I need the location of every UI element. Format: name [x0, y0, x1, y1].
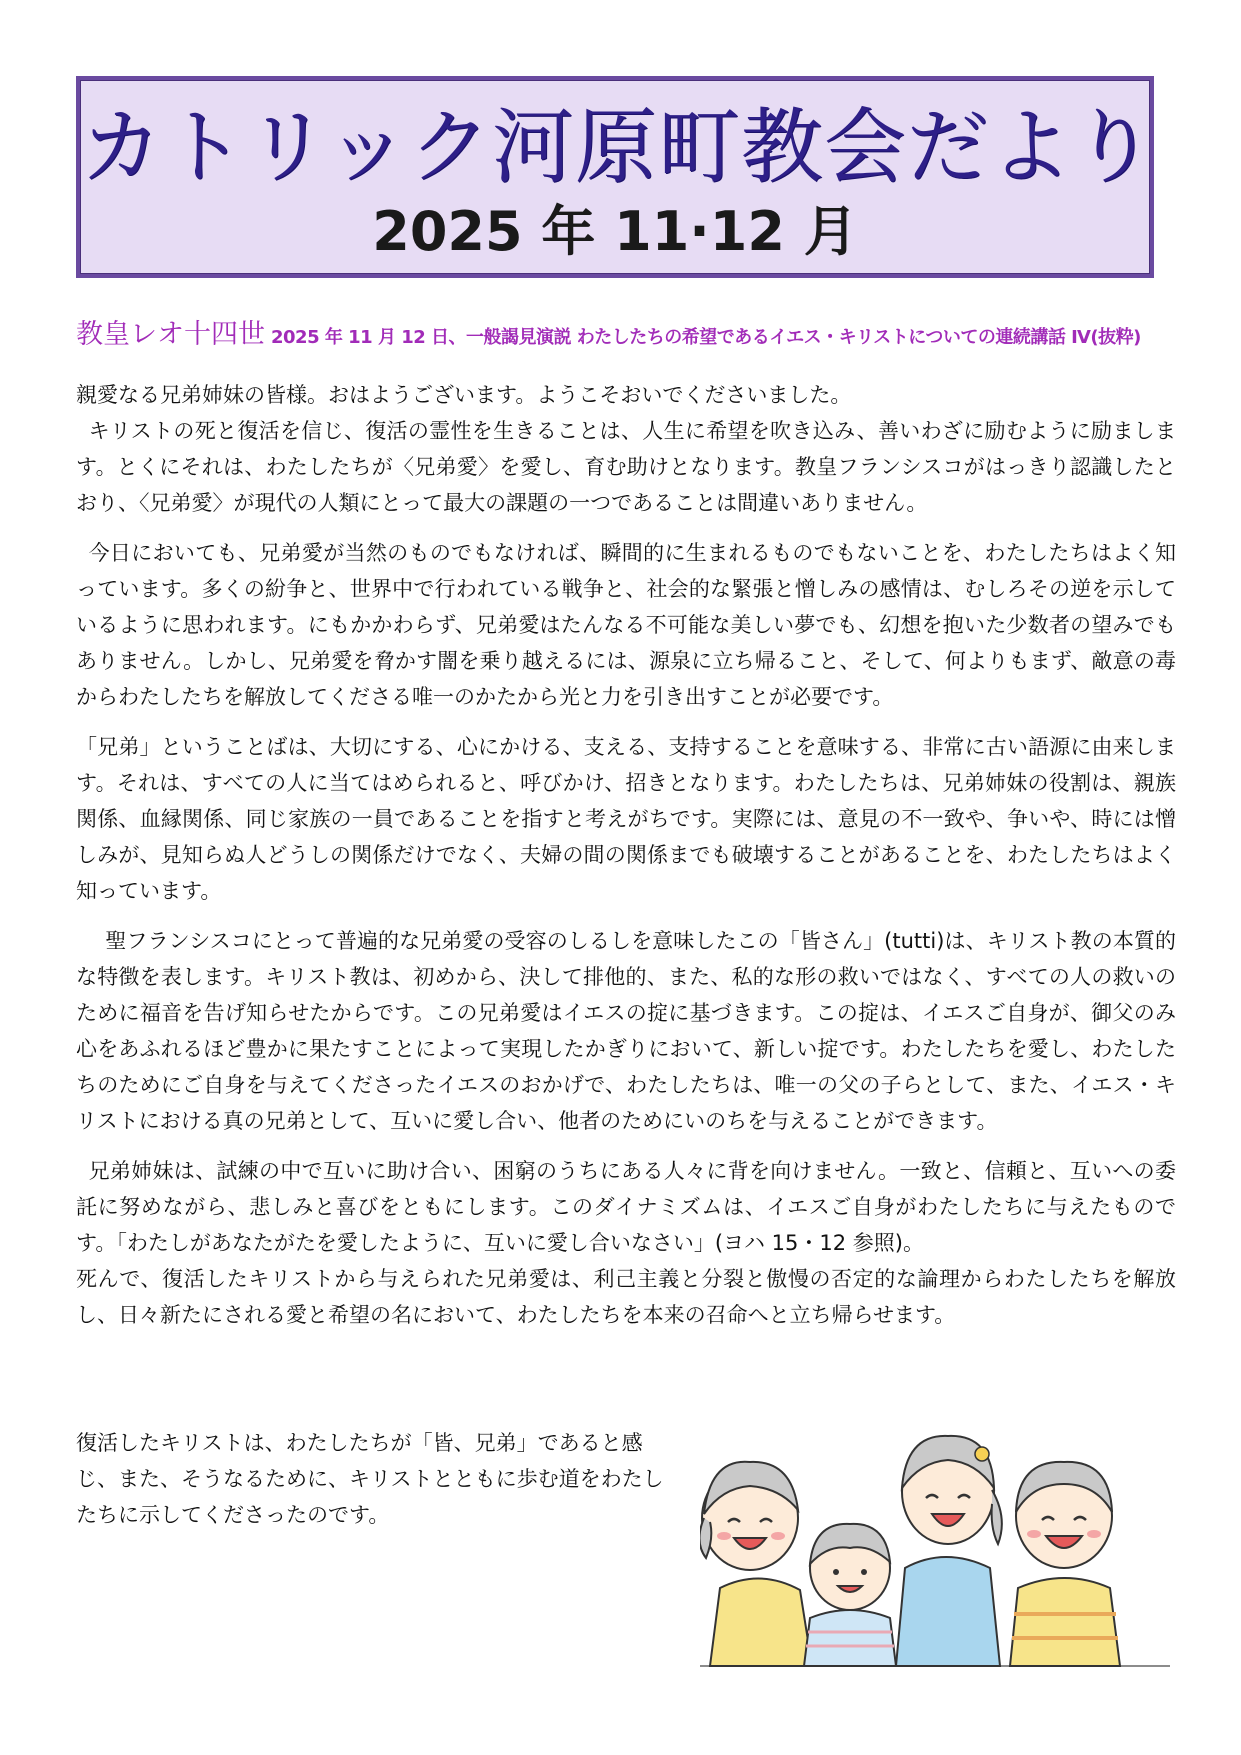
child-2-figure	[804, 1524, 896, 1666]
masthead-banner	[76, 76, 1154, 278]
paragraph-1: キリストの死と復活を信じ、復活の霊性を生きることは、人生に希望を吹き込み、善いわざに励むように励まします。とくにそれは、わたしたちが〈兄弟愛〉を愛し、育む助けとなります。教皇フランシスコがはっきり認識したとおり、〈兄弟愛〉が現代の人類にとって最大の課題の一つであることは間違いありません。	[76, 419, 1176, 515]
paragraph-greeting: 親愛なる兄弟姉妹の皆様。おはようございます。ようこそおいでくださいました。	[76, 383, 852, 407]
paragraph-4: 聖フランシスコにとって普遍的な兄弟愛の受容のしるしを意味したこの「皆さん」(tutti)は、キリスト教の本質的な特徴を表します。キリスト教は、初めから、決して排他的、また、私的な形の救いではなく、すべての人の救いのために福音を告げ知らせたからです。この兄弟愛はイエスの掟に基づきます。この掟は、イエスご自身が、御父のみ心をあふれるほど豊かに果たすことによって実現したかぎりにおいて、新しい掟です。わたしたちを愛し、わたしたちのためにご自身を与えてくださったイエスのおかげで、わたしたちは、唯一の父の子らとして、また、イエス・キリストにおける真の兄弟として、互いに愛し合い、他者のためにいのちを与えることができます。	[76, 929, 1176, 1133]
child-4-figure	[1010, 1462, 1120, 1666]
headline-subtitle: 2025 年 11 月 12 日、一般謁見演説 わたしたちの希望であるイエス・キリストについての連続講話 Ⅳ(抜粋)	[271, 327, 1141, 348]
paragraph-closing: 復活したキリストは、わたしたちが「皆、兄弟」であると感じ、また、そうなるために、キリストとともに歩む道をわたしたちに示してくださったのです。	[76, 1431, 664, 1527]
child-1-figure	[700, 1462, 812, 1666]
headline-pope-name: 教皇レオ十四世	[76, 319, 265, 350]
paragraph-5: 兄弟姉妹は、試練の中で互いに助け合い、困窮のうちにある人々に背を向けません。一致と、信頼と、互いへの委託に努めながら、悲しみと喜びをともにします。このダイナミズムは、イエスご自身がわたしたちに与えたものです。「わたしがあなたがたを愛したように、互いに愛し合いなさい」(ヨハ 15・12 参照)。	[76, 1159, 1176, 1255]
article-body	[76, 377, 1176, 1333]
child-3-figure	[896, 1436, 1002, 1666]
paragraph-2: 今日においても、兄弟愛が当然のものでもなければ、瞬間的に生まれるものでもないことを、わたしたちはよく知っています。多くの紛争と、世界中で行われている戦争と、社会的な緊張と憎しみの感情は、むしろその逆を示しているように思われます。にもかかわらず、兄弟愛はたんなる不可能な美しい夢でも、幻想を抱いた少数者の望みでもありません。しかし、兄弟愛を脅かす闇を乗り越えるには、源泉に立ち帰ること、そして、何よりもまず、敵意の毒からわたしたちを解放してくださる唯一のかたから光と力を引き出すことが必要です。	[76, 541, 1176, 709]
newsletter-title: カトリック河原町教会だより	[80, 100, 1156, 195]
paragraph-3: 「兄弟」ということばは、大切にする、心にかける、支える、支持することを意味する、非常に古い語源に由来します。それは、すべての人に当てはめられると、呼びかけ、招きとなります。わたしたちは、兄弟姉妹の役割は、親族関係、血縁関係、同じ家族の一員であることを指すと考えがちです。実際には、意見の不一致や、争いや、時には憎しみが、見知らぬ人どうしの関係だけでなく、夫婦の間の関係までも破壊することがあることを、わたしたちはよく知っています。	[76, 735, 1176, 903]
four-children-smiling-illustration	[700, 1418, 1170, 1670]
article-headline	[76, 318, 1176, 355]
paragraph-6: 死んで、復活したキリストから与えられた兄弟愛は、利己主義と分裂と傲慢の否定的な論理からわたしたちを解放し、日々新たにされる愛と希望の名において、わたしたちを本来の召命へと立ち帰らせます。	[76, 1267, 1176, 1327]
issue-date: 2025 年 11·12 月	[372, 200, 858, 263]
